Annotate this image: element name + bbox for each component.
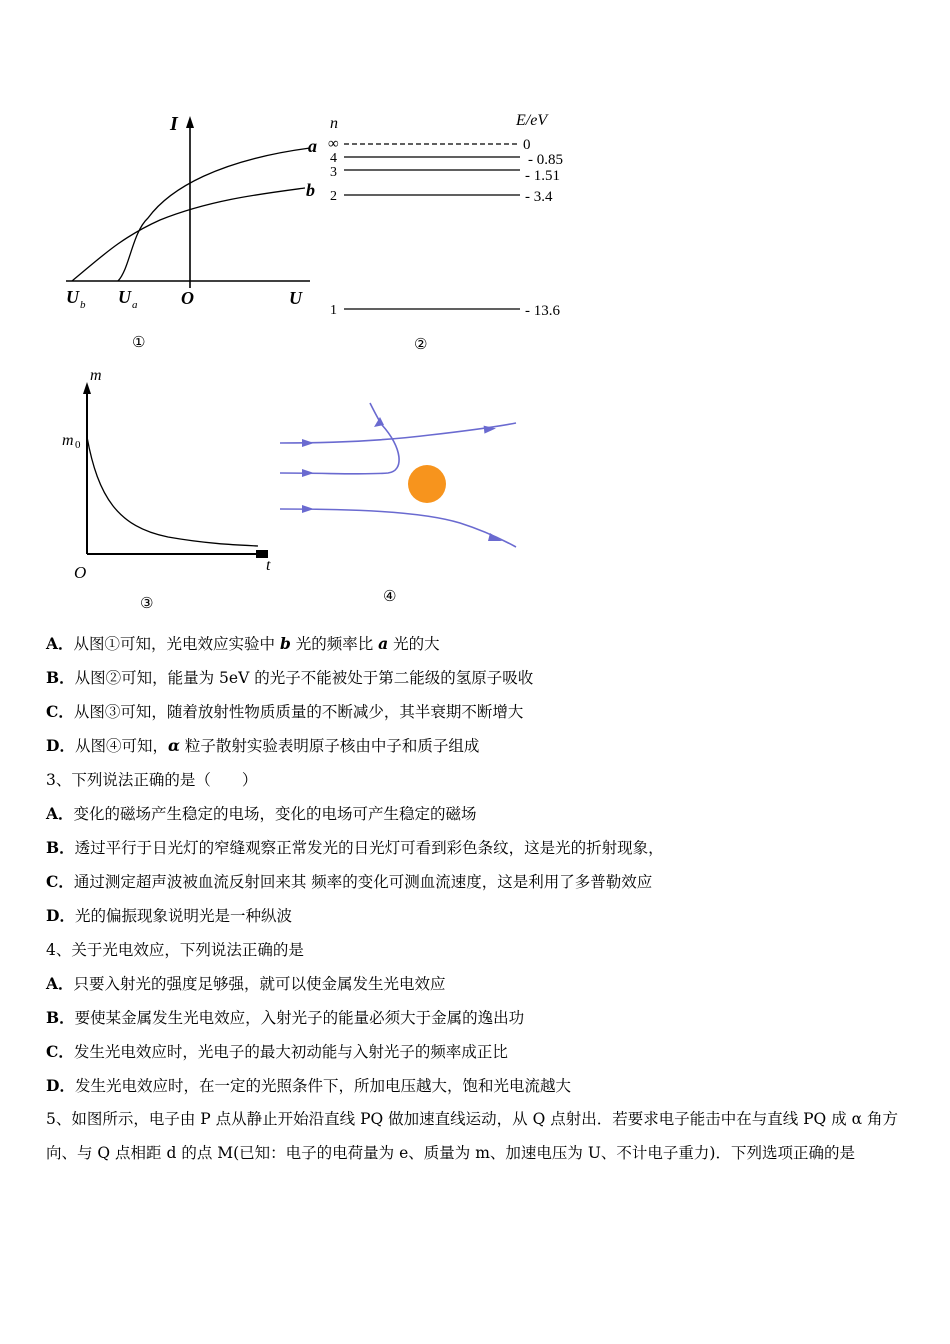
figure-1-iu-curves xyxy=(60,108,330,318)
origin-label: O xyxy=(74,563,87,582)
curve-b-label: b xyxy=(306,180,315,200)
y-axis-label: m xyxy=(90,367,102,384)
n-label: n xyxy=(330,115,338,132)
option-prefix: A． xyxy=(46,634,74,653)
y-axis-arrow xyxy=(186,116,194,128)
q3-option-d: D．光的偏振现象说明光是一种纵波 xyxy=(46,906,292,925)
origin-label: O xyxy=(181,288,194,308)
figure-3-caption: ③ xyxy=(140,594,154,612)
level-1-e: - 13.6 xyxy=(525,303,560,319)
x-axis-label: U xyxy=(289,288,302,308)
level-1-n: 1 xyxy=(330,303,337,318)
curve-a-label: a xyxy=(308,136,317,156)
q3-option-b: B．透过平行于日光灯的窄缝观察正常发光的日光灯可看到彩色条纹，这是光的折射现象， xyxy=(46,838,664,857)
q5-stem: 5、如图所示，电子由 P 点从静止开始沿直线 PQ 做加速直线运动，从 Q 点射出．若要求电子能击中在与直线 PQ 成 α 角方向、与 Q 点相距 d 的点 M(已知：电子的电荷量为 e、质量为 m、加速电压为 U、不计电子重力)．下列选项正确的是 xyxy=(46,1110,899,1162)
q2-option-d: D．从图④可知，α 粒子散射实验表明原子核由中子和质子组成 xyxy=(46,736,480,755)
figure-2-caption: ② xyxy=(414,335,428,353)
decay-curve xyxy=(87,437,258,546)
q3-stem: 3、下列说法正确的是（ ） xyxy=(46,771,258,789)
option-prefix: B． xyxy=(46,668,75,687)
q2-option-b: B．从图②可知，能量为 5eV 的光子不能被处于第二能级的氢原子吸收 xyxy=(46,668,534,687)
q3-option-c: C．通过测定超声波被血流反射回来其 频率的变化可测血流速度，这是利用了多普勒效应 xyxy=(46,872,653,891)
ua-label: U xyxy=(118,287,131,307)
nucleus xyxy=(408,465,446,503)
level-3-n: 3 xyxy=(330,165,337,180)
track-top-arrow xyxy=(484,424,497,433)
ub-label: U xyxy=(66,287,79,307)
curve-a xyxy=(118,148,310,281)
q4-option-a: A．只要入射光的强度足够强，就可以使金属发生光电效应 xyxy=(46,974,446,993)
option-prefix: C． xyxy=(46,702,74,721)
track-bottom xyxy=(280,509,516,547)
option-prefix: D． xyxy=(46,736,75,755)
y-axis-label: I xyxy=(170,113,178,135)
m0-subscript: 0 xyxy=(75,439,81,451)
level-4-e: - 0.85 xyxy=(528,152,563,168)
q2-option-c: C．从图③可知，随着放射性物质质量的不断减少，其半衰期不断增大 xyxy=(46,702,524,721)
q4-option-c: C．发生光电效应时，光电子的最大初动能与入射光子的频率成正比 xyxy=(46,1042,508,1061)
e-label: E/eV xyxy=(516,112,548,129)
q2-option-a: A．从图①可知，光电效应实验中 b 光的频率比 a 光的大 xyxy=(46,634,440,653)
arrow-in-3 xyxy=(302,505,314,513)
figure-3-decay-curve xyxy=(58,362,288,592)
curve-b xyxy=(72,188,305,281)
track-back xyxy=(280,403,399,474)
q4-option-d: D．发生光电效应时，在一定的光照条件下，所加电压越大，饱和光电流越大 xyxy=(46,1076,571,1095)
figure-4-alpha-scattering xyxy=(270,395,530,560)
figure-2-energy-levels xyxy=(320,108,590,328)
ub-subscript: b xyxy=(80,299,86,311)
track-bottom-arrow xyxy=(488,533,502,541)
figure-4-caption: ④ xyxy=(383,587,397,605)
q4-stem: 4、关于光电效应，下列说法正确的是 xyxy=(46,941,304,959)
level-2-e: - 3.4 xyxy=(525,189,553,205)
ua-subscript: a xyxy=(132,299,138,311)
q3-option-a: A．变化的磁场产生稳定的电场，变化的电场可产生稳定的磁场 xyxy=(46,804,477,823)
arrow-in-1 xyxy=(302,439,314,447)
track-top xyxy=(280,423,516,443)
figure-1-caption: ① xyxy=(132,333,146,351)
level-4-n: 4 xyxy=(330,151,337,166)
m0-label: m xyxy=(62,432,74,449)
level-3-e: - 1.51 xyxy=(525,168,560,184)
level-inf-n: ∞ xyxy=(328,136,339,152)
q4-option-b: B．要使某金属发生光电效应，入射光子的能量必须大于金属的逸出功 xyxy=(46,1008,525,1027)
x-axis-label: t xyxy=(266,557,271,574)
level-inf-e: 0 xyxy=(523,137,531,153)
level-2-n: 2 xyxy=(330,189,337,204)
arrow-in-2 xyxy=(302,469,314,477)
